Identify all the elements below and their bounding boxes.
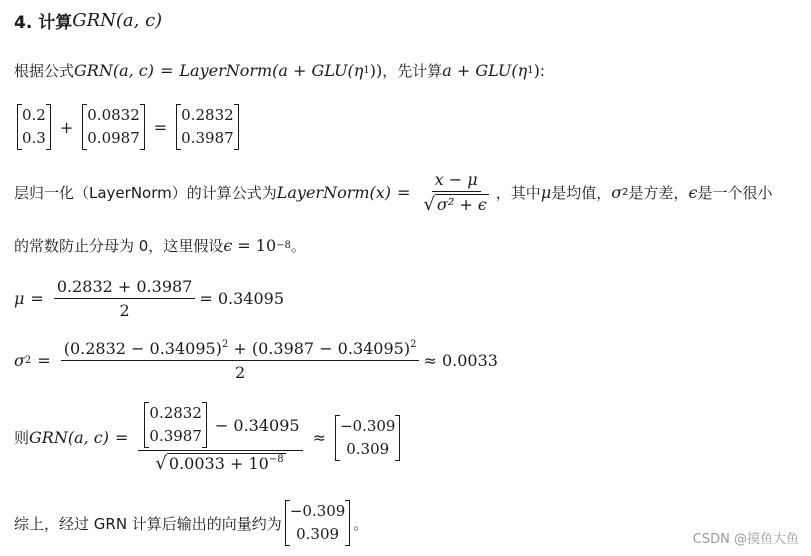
grn-result-1: 0.309 [346, 439, 390, 458]
vector-result [176, 104, 239, 150]
epsilon-value: = 10 [237, 236, 277, 255]
summary-vector [285, 500, 351, 546]
mu-equation: μ = $\frac{0.2832 + 0.3987}{2}$ = 0.34095 [14, 277, 285, 320]
grn-fraction: 0.2832 0.3987 − 0.34095 √ $0.0033 + 10^{-8}$ [138, 402, 302, 473]
summary-end: 。 [353, 514, 369, 533]
grn-prefix: 则 [14, 429, 30, 447]
epsilon-end: 。 [290, 237, 306, 255]
grn-exponent: −8 [268, 454, 284, 465]
summary-text: 综上，经过 GRN 计算后输出的向量约为 [14, 514, 282, 533]
heading-math: GRN(a, c) [72, 10, 163, 31]
text-mid1: ，其中 [495, 183, 541, 202]
epsilon-exponent: −8 [276, 240, 291, 251]
eta-subscript-2: 1 [527, 65, 534, 76]
epsilon-symbol-2: ϵ [223, 236, 233, 255]
vector-b-0: 0.0832 [87, 106, 140, 124]
section-heading [14, 8, 162, 33]
grn-approx: ≈ [312, 428, 326, 447]
layernorm-definition: 层归一化（LayerNorm）的计算公式为 LayerNorm(x) = x − μ √ σ² + ϵ ，其中 μ 是均值， σ 2 是方差， ϵ 是一个很小 [14, 170, 773, 215]
layernorm-numerator: x − μ [432, 170, 481, 192]
layernorm-denominator: σ² + ϵ [436, 195, 487, 214]
grn-vec-1: 0.3987 [149, 427, 202, 445]
eta-subscript: 1 [363, 65, 370, 76]
sigma-fraction: $\frac{(0.2832 - 0.34095)^2 + (0.3987 - 0.34095)^2}{2}$ [61, 339, 420, 382]
grn-denominator: 0.0033 + 10 [168, 454, 269, 473]
epsilon-symbol: ϵ [688, 182, 698, 202]
vector-r-1: 0.3987 [181, 129, 234, 147]
text-mid3: 是方差， [628, 183, 689, 202]
summary-result-0: −0.309 [289, 502, 346, 520]
sigma-denominator: 2 [234, 363, 246, 382]
layernorm-prefix: 层归一化（LayerNorm）的计算公式为 [14, 183, 277, 202]
grn-result-0: −0.309 [339, 416, 396, 435]
text-mid2: 是均值， [551, 183, 612, 202]
summary-line [14, 500, 368, 546]
formula-lhs: GRN(a, c) [74, 61, 154, 80]
mu-lhs: μ [14, 289, 25, 308]
summary-result-1: 0.309 [296, 525, 340, 543]
mu-result: = 0.34095 [199, 289, 285, 308]
vector-b [82, 104, 145, 150]
epsilon-text: 的常数防止分母为 0，这里假设 [14, 237, 224, 255]
vector-r-0: 0.2832 [181, 106, 234, 124]
layernorm-lhs: LayerNorm(x) [276, 182, 392, 202]
formula-sep: ，先计算 [382, 62, 443, 80]
formula-tail: )) [369, 61, 383, 80]
vector-sum: 0.2 0.3 + 0.0832 0.0987 = 0.2832 0.3987 [14, 104, 242, 150]
formula-prefix: 根据公式 [14, 62, 75, 80]
expr-tail: ) [533, 61, 540, 80]
mu-fraction [54, 277, 196, 320]
mu-numerator: 0.2832 + 0.3987 [54, 277, 196, 299]
sigma-num-b: + (0.3987 − 0.34095) [228, 339, 411, 358]
formula-rhs: LayerNorm(a + GLU(η [179, 61, 364, 80]
sigma-result: ≈ 0.0033 [423, 351, 498, 370]
text-mid4: 是一个很小 [697, 183, 773, 202]
expr: a + GLU(η [442, 61, 528, 80]
vector-a-1: 0.3 [22, 129, 46, 147]
heading-number: 4. 计算 [14, 13, 73, 33]
sigma-equation: σ 2 = $\frac{(0.2832 - 0.34095)^2 + (0.3987 - 0.34095)^2}{2}$ ≈ 0.0033 [14, 339, 498, 382]
watermark: CSDN @摸鱼大鱼 [692, 532, 799, 547]
vector-a-0: 0.2 [22, 106, 46, 124]
sigma-num-a: (0.2832 − 0.34095) [63, 339, 222, 358]
vector-a [17, 104, 51, 150]
mu-denominator: 2 [119, 301, 130, 320]
sigma-symbol: σ [611, 182, 623, 202]
formula-line: 根据公式 GRN(a, c) = LayerNorm(a + GLU(η 1 )) ，先计算 a + GLU(η 1 ) : [14, 61, 545, 80]
epsilon-line [14, 235, 306, 256]
mu-symbol: μ [540, 182, 552, 202]
grn-lhs: GRN(a, c) [29, 428, 109, 447]
vector-b-1: 0.0987 [87, 129, 140, 147]
grn-vec-0: 0.2832 [149, 404, 202, 422]
grn-vector [144, 402, 207, 448]
grn-minus: − 0.34095 [214, 415, 300, 435]
grn-equation: 则 GRN(a, c) = 0.2832 0.3987 − 0.34095 √ $0.0033 + 10^{-8}$ ≈ −0.309 0.309 [14, 402, 403, 473]
layernorm-fraction: x − μ √ σ² + ϵ [423, 170, 487, 215]
formula-end: : [539, 61, 545, 80]
grn-result-vector [335, 415, 401, 461]
sigma-lhs: σ [14, 351, 25, 370]
